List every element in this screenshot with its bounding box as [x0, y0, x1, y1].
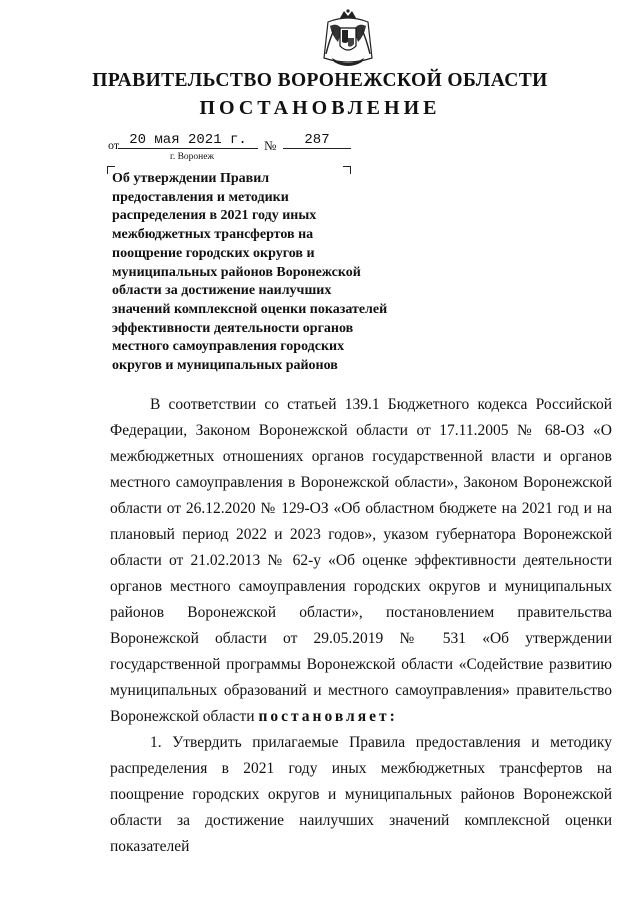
document-number: 287 — [283, 132, 351, 149]
subject-line: поощрение городских округов и — [112, 245, 315, 261]
clause-1-paragraph — [110, 730, 612, 860]
date-prefix: от — [108, 138, 120, 152]
preamble-text: В соответствии со статьей 139.1 Бюджетного кодекса Российской Федерации, Законом Воронежской области от 17.11.2005 № 68-ОЗ «О межбюджетных отношениях органов государственной власти и органов местного самоуправления в Воронежской области», Законом Воронежской области от 26.12.2020 № 129-ОЗ «Об областном бюджете на 2021 год и на плановый период 2022 и 2023 годов», указом губернатора Воронежской области от 21.02.2013 № 62-у «Об оценке эффективности деятельности органов местного самоуправления городских округов и муниципальных районов Воронежской области», постановлением правительства Воронежской области от 29.05.2019 № 531 «Об утверждении государственной программы Воронежской области «Содействие развитию муниципальных образований и местного самоуправления» правительство Воронежской области — [110, 396, 612, 725]
subject-line: местного самоуправления городских — [112, 339, 345, 355]
subject-line: Об утверждении Правил — [112, 171, 270, 186]
subject-line: межбюджетных трансфертов на — [112, 227, 314, 243]
subject-line: распределения в 2021 году иных — [112, 208, 317, 224]
preamble-paragraph — [110, 392, 612, 730]
city-label: г. Воронеж — [170, 152, 215, 162]
document-type: ПОСТАНОВЛЕНИЕ — [199, 97, 441, 119]
subject-line: округов и муниципальных районов — [112, 358, 338, 374]
subject-line: эффективности деятельности органов — [112, 320, 354, 336]
document-body — [110, 392, 612, 860]
clause-1-text: 1. Утвердить прилагаемые Правила предоставления и методику распределения в 2021 году иных межбюджетных трансфертов на поощрение городских округов и муниципальных районов Воронежской области за достижение наилучших значений комплексной оценки показателей — [110, 734, 612, 855]
subject-line: предоставления и методики — [112, 189, 289, 205]
document-date: 20 мая 2021 г. — [118, 132, 258, 149]
voronezh-coat-of-arms-icon — [318, 8, 378, 70]
date-number-line — [0, 128, 640, 168]
subject-line: муниципальных районов Воронежской — [112, 264, 361, 280]
organization-title: ПРАВИТЕЛЬСТВО ВОРОНЕЖСКОЙ ОБЛАСТИ — [92, 70, 548, 91]
subject-line: значений комплексной оценки показателей — [112, 301, 388, 317]
decree-word: постановляет: — [258, 708, 398, 725]
number-label: № — [264, 138, 277, 153]
subject-line: области за достижение наилучших — [112, 283, 332, 299]
document-subject — [112, 170, 402, 376]
